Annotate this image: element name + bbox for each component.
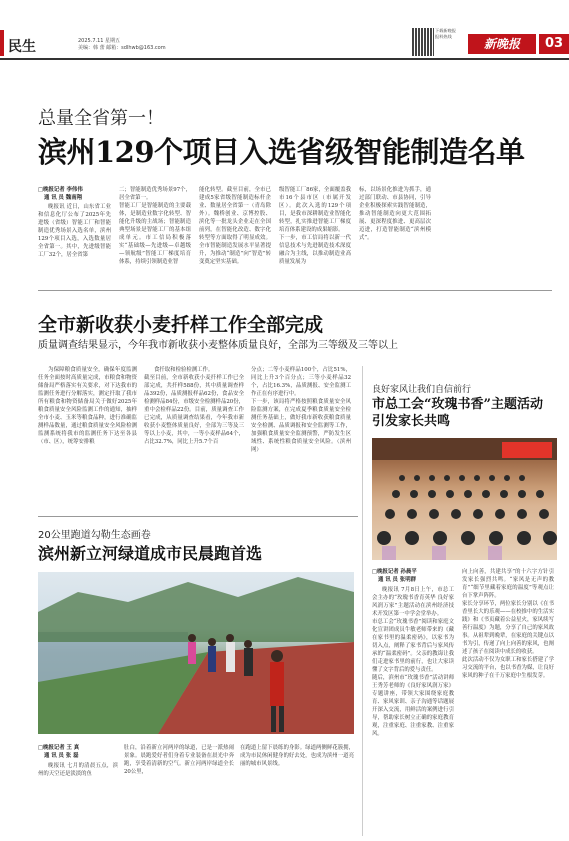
story1-col2: 二；智能制造优秀场景97个，居全省第一。 智能工厂是智能制造的主要载体，是制造业数字化转型、智能化升级的主战场；智能制造典型场景是智能工厂的基本组成单元。市工信局积极落实“基础级—先进级—卓越级—领航级”智能工厂梯度培育体系，持续引领制造业智 bbox=[119, 187, 191, 265]
story3-headline: 市总工会“玫瑰书香”主题活动引发家长共鸣 bbox=[372, 397, 543, 429]
story4-kicker: 20公里跑道勾勒生态画卷 bbox=[38, 530, 151, 541]
story1-col3: 能化转型。截至目前，全市已建成5家省级智能制造标杆企业、数量居全省第一（青岛除外）。魏桥创业、京博控股、滨化等一批龙头企业走在全国前列，在智能化改造、数字化转型等方面取得了明显成效。全市智能制造发展水平显著提升，为推动“制造”向“智造”转变奠定坚实基础。 bbox=[199, 187, 271, 265]
story1-col5: 标，以场景化推进为抓手，通过部门联动、市县协同，引导企业积极探索实践智能制造，推动智能制造向更大范围拓展、更深程度推进、更高层次迈进，打造智能制造“滨州模式”。 bbox=[359, 187, 431, 241]
header-rule bbox=[0, 58, 569, 60]
story1-headline: 滨州129个项目入选省级智能制造名单 bbox=[38, 135, 525, 169]
audience-photo-icon bbox=[372, 438, 557, 560]
qr-code-icon bbox=[412, 28, 434, 56]
story1-reporter: □晚报记者 李伟伟 bbox=[38, 187, 83, 193]
runners-photo-icon bbox=[38, 572, 354, 734]
hotline-line-2: 报料热线 bbox=[435, 34, 452, 39]
story3-byline bbox=[372, 568, 452, 584]
story1-col4: 级智能工厂86家，全面覆盖我市16个县市区（市属开发区）。此次入选的129个项目，是我市深耕制造业智能化转型，扎实推进智能工厂梯度培育体系建设的成果缩影。 下一步，市工信局将以新一代信息技术与先进制造技术深度融合为主线，以推动制造业高质量发展为 bbox=[279, 187, 351, 265]
story2-col2: 食扦取和检验检测工作。 截至目前，全市新收获小麦扦样工作已全部完成，共扦样588份，其中质量调查样品392份，品质测报样品62份，食品安全检测样品84份，市级安全检测样品20份，重中会检样品22份。目前，质量调查工作已完成，从质量调查结果看，今年我市新收获小麦整体质量良好，全部为三等及三等以上小麦，其中，一等小麦样品64个，占比32.7%，同比上升5.7个百 bbox=[144, 367, 244, 445]
story4-photo bbox=[38, 572, 354, 734]
story4-col3: 在跑道上留下晨练的身影。绿道两侧鲜花簇拥，成为市民休闲健身的好去处，也成为滨州一道亮丽的城市风景线。 bbox=[240, 745, 354, 767]
story3-col2: 向上向善，共建共享”的十六字方针引发家长强烈共鸣。“家风是无声的教育”“细节里藏着家庭的温度”等观点让台下掌声阵阵。 家长分享环节，两位家长分别以《在书香里长大的乐观——在校推中的生活实践》和《书页藏着公益星火，家风续写善行温度》为题，分享了自己的家风故事。从祖辈到晚辈，在家庭的关键点以书为引，传递了向上向善的家风，也阐述了孩子在阅读中成长的收获。 此次活动不仅为女职工和家长搭建了学习交流的平台，也以书香为媒，让良好家风的种子在千万家庭中生根发芽。 bbox=[462, 569, 554, 679]
story1-col1: 晚报讯 近日，山东省工业和信息化厅公布了2025年先进级（省级）智能工厂和智能制造优秀场景入选名单，滨州129个项目入选，入选数量居全省第一。其中，先进级智能工厂32个，居全省第 bbox=[38, 204, 111, 258]
story1-kicker: 总量全省第一！ bbox=[38, 108, 164, 129]
story3-photo bbox=[372, 438, 557, 560]
story4-col2: 肚白，沿着新立河两岸的绿道，已是一派热闹景象。晨跑爱好者们身着专业装备在晨光中奔跑，享受着清新的空气。新立河两岸绿道全长20公里， bbox=[124, 745, 234, 775]
story3-col1: 晚报讯 7月8日上午，市总工会主办的“玫瑰书香育英华 良好家风润万家”主题活动在滨州经济技术开发区第一中学会堂举办。 市总工会“玫瑰书香”阅读和家庭文化宣讲团成员牛敏老师带来的《藏在家书里的温柔密码》，以家书为切入点，阐释了家书背后与家风传承的“温柔密码”。父亲的教诲让我们走进家书里的前行，也让大家读懂了文字背后的爱与责任。 随后，滨州市“玫瑰书香”活动讲师王秀芳老师的《良好家风润万家》专题讲座，带领大家围绕家庭教育、家风家训、亲子沟通等话题展开深入交流，用鲜活的案例进行引导，帮助家长树立正确的家庭教育观，注重家庭、注重家教、注重家风。 bbox=[372, 587, 454, 737]
story4-headline: 滨州新立河绿道成市民晨跑首选 bbox=[38, 544, 263, 563]
story2-col1: 为保障粮食质量安全，确保年度监测任务全面按时高质量完成，市粮食和物资储备局严格落实有关要求，对下达我市的监测任务进行分解落实，测定扦取了我市所有粮食和物资储备局关于做好2025年粮食质量安全风险监测工作的通知，抽样全市小麦、玉米等粮食品种，进行准确监测样品数量，通过粮食质量安全风险检测监测系统将我市的监测任务下达至各县（市、区），统筹安排粮 bbox=[38, 367, 137, 445]
story4-correspondent: 通 讯 员 张 磊 bbox=[44, 753, 79, 759]
story2-subhead: 质量调查结果显示，今年我市新收获小麦整体质量良好，全部为三等级及三等以上 bbox=[38, 340, 398, 351]
hotline-info bbox=[435, 28, 456, 40]
story2-divider bbox=[38, 516, 358, 517]
hotline-line-1: 下载新晚报 bbox=[435, 28, 456, 33]
story3-correspondent: 通 讯 员 张明群 bbox=[378, 577, 416, 583]
story2-col3: 分点；二等小麦样品100个，占比51%，同比上升3个百分点；三等小麦样品32个，占比16.3%，品质测报、安全监测工作正在有序进行中。 下一步，该局将严格按照粮食质量安全风险监测方案，在完成夏季粮食质量安全检测任务基础上，做好我市新收获粮食质量安全检测、品质调报和安全监测等工作，加强粮食质量安全监测预警，严防发生区域性、系统性粮食质量安全风险。（滨州网） bbox=[251, 367, 351, 453]
section-bar bbox=[0, 30, 4, 56]
story1-byline bbox=[38, 186, 108, 202]
editor-line: 美编：韩 蕾 邮箱：sdlhwb@163.com bbox=[78, 45, 166, 51]
section-title: 民生 bbox=[8, 39, 36, 55]
issue-meta bbox=[78, 38, 166, 52]
page-number: 03 bbox=[538, 34, 569, 54]
story1-correspondent: 通 讯 员 魏南翔 bbox=[44, 195, 82, 201]
story1-divider bbox=[38, 290, 552, 291]
story3-reporter: □晚报记者 孙晨平 bbox=[372, 569, 417, 575]
story3-border bbox=[362, 366, 363, 836]
story3-kicker: 良好家风让我们自信前行 bbox=[372, 385, 472, 395]
story4-reporter: □晚报记者 王 真 bbox=[38, 745, 80, 751]
story4-byline bbox=[38, 744, 108, 760]
paper-logo: 新晚报 bbox=[468, 34, 536, 54]
story4-col1: 晚报讯 七月的清晨五点，滨州的天空还是淡淡的鱼 bbox=[38, 763, 118, 777]
story2-headline: 全市新收获小麦扦样工作全部完成 bbox=[38, 314, 324, 336]
issue-date: 2025.7.11 星期五 bbox=[78, 38, 121, 44]
